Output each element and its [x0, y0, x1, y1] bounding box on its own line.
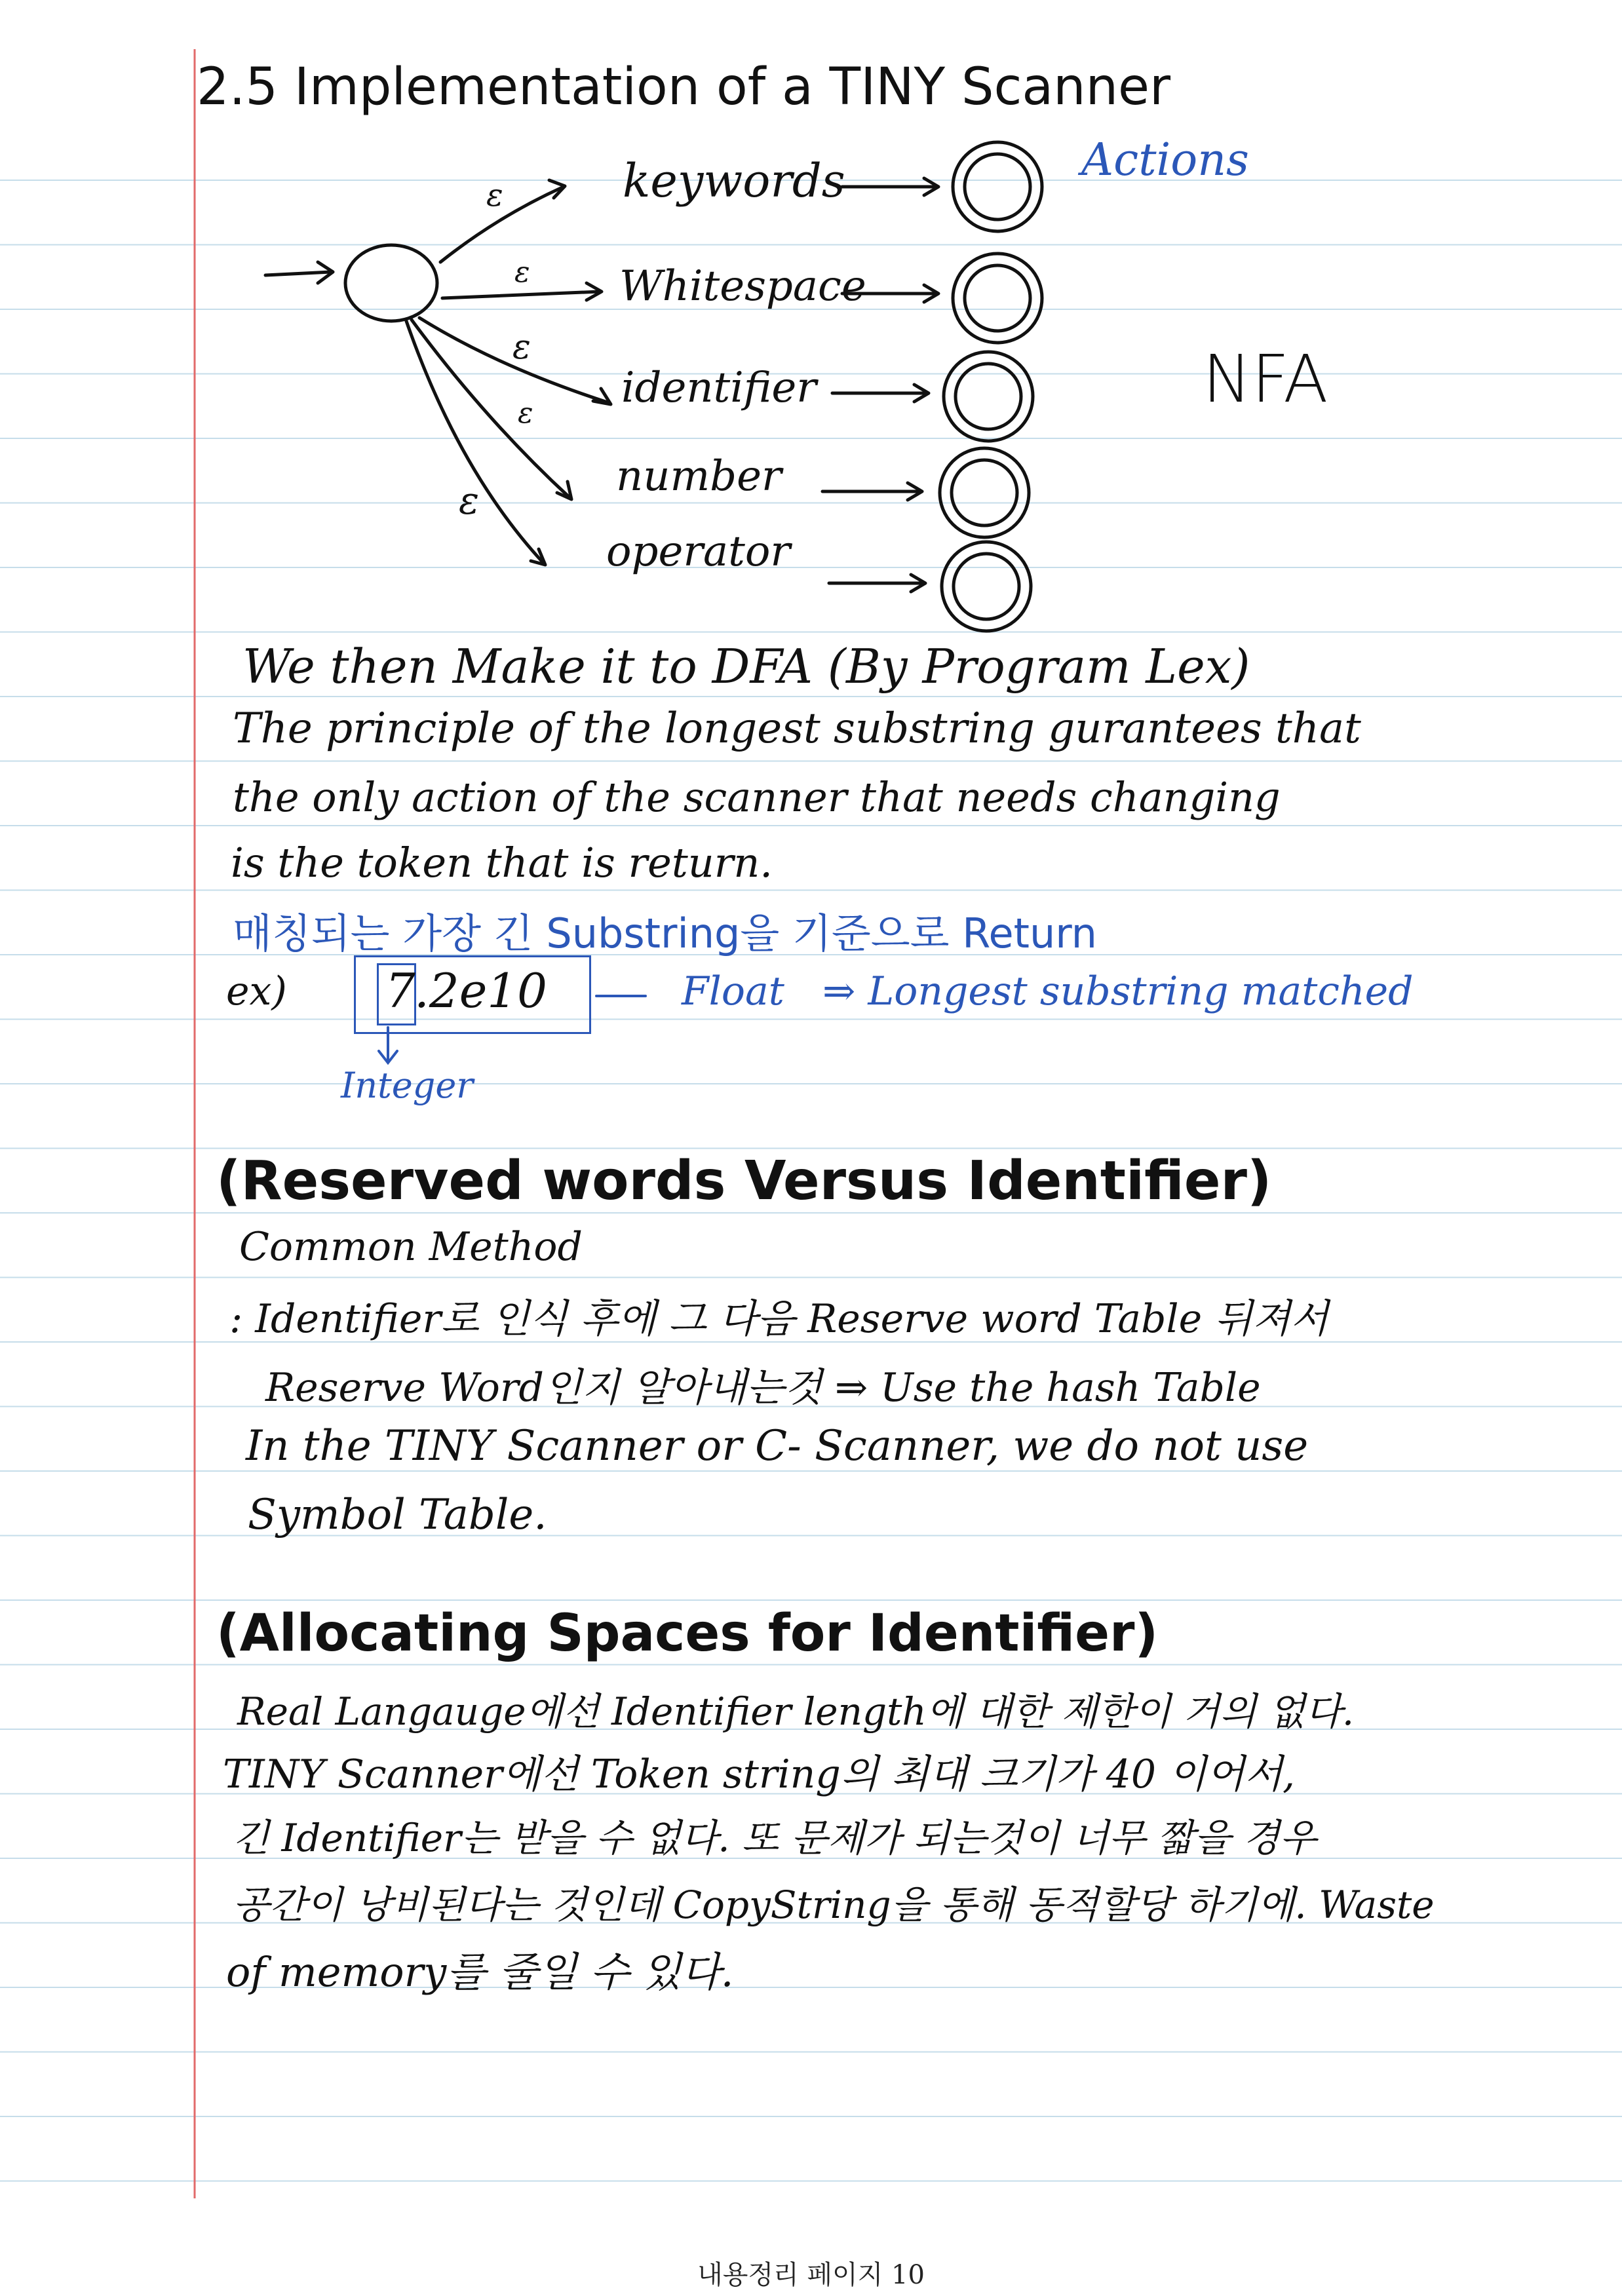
branch-label-keywords: keywords [623, 154, 845, 208]
branch-label-number: number [616, 452, 782, 501]
actions-label: Actions [1081, 134, 1249, 186]
reserved-line-5: Symbol Table. [248, 1491, 547, 1539]
allocating-line-3: 긴 Identifier는 받을 수 없다. 또 문제가 되는것이 너무 짧을 경우 [233, 1816, 1317, 1860]
branch-label-whitespace: Whitespace [619, 262, 866, 311]
allocating-heading: (Allocating Spaces for Identifier) [216, 1604, 1159, 1663]
reserved-line-3: Reserve Word인지 알아내는것 ⇒ Use the hash Table [265, 1365, 1261, 1411]
example-label: ex) [226, 968, 287, 1014]
epsilon-label: ε [518, 396, 533, 430]
epsilon-label: ε [459, 478, 480, 523]
page-title: 2.5 Implementation of a TINY Scanner [197, 58, 1171, 117]
page-footer: 내용정리 페이지 10 [697, 2260, 925, 2290]
reserved-heading: (Reserved words Versus Identifier) [216, 1150, 1272, 1212]
principle-line-2: the only action of the scanner that needs changing [233, 773, 1281, 821]
allocating-line-2: TINY Scanner에선 Token string의 최대 크기가 40 이어서, [223, 1751, 1296, 1797]
integer-label: Integer [341, 1065, 474, 1106]
epsilon-label: ε [512, 328, 531, 367]
allocating-line-5: of memory를 줄일 수 있다. [226, 1948, 734, 1996]
allocating-line-1: Real Langauge에선 Identifier length에 대한 제한이 거의 없다. [237, 1689, 1355, 1734]
principle-line-3: is the token that is return. [231, 839, 773, 887]
reserved-line-1: Common Method [239, 1224, 583, 1270]
epsilon-label: ε [514, 256, 530, 289]
branch-label-identifier: identifier [621, 364, 817, 412]
branch-label-operator: operator [606, 527, 790, 576]
reserved-line-4: In the TINY Scanner or C- Scanner, we do not use [246, 1422, 1309, 1470]
principle-line-1: The principle of the longest substring gurantees that [233, 704, 1361, 753]
epsilon-label: ε [486, 177, 503, 214]
korean-note: 매칭되는 가장 긴 Substring을 기준으로 Return [233, 909, 1097, 957]
reserved-line-2: : Identifier로 인식 후에 그 다음 Reserve word Table 뒤져서 [229, 1296, 1329, 1342]
allocating-line-4: 공간이 낭비된다는 것인데 CopyString을 통해 동적할당 하기에. Waste [233, 1883, 1435, 1927]
dfa-line: We then Make it to DFA (By Program Lex) [242, 639, 1250, 694]
nfa-label: NFA [1203, 341, 1328, 417]
float-label: Float [682, 968, 784, 1014]
example-first-digit: 7 [385, 963, 415, 1018]
longest-substring-note: ⇒ Longest substring matched [822, 968, 1414, 1014]
example-rest: .2e10 [414, 963, 547, 1018]
